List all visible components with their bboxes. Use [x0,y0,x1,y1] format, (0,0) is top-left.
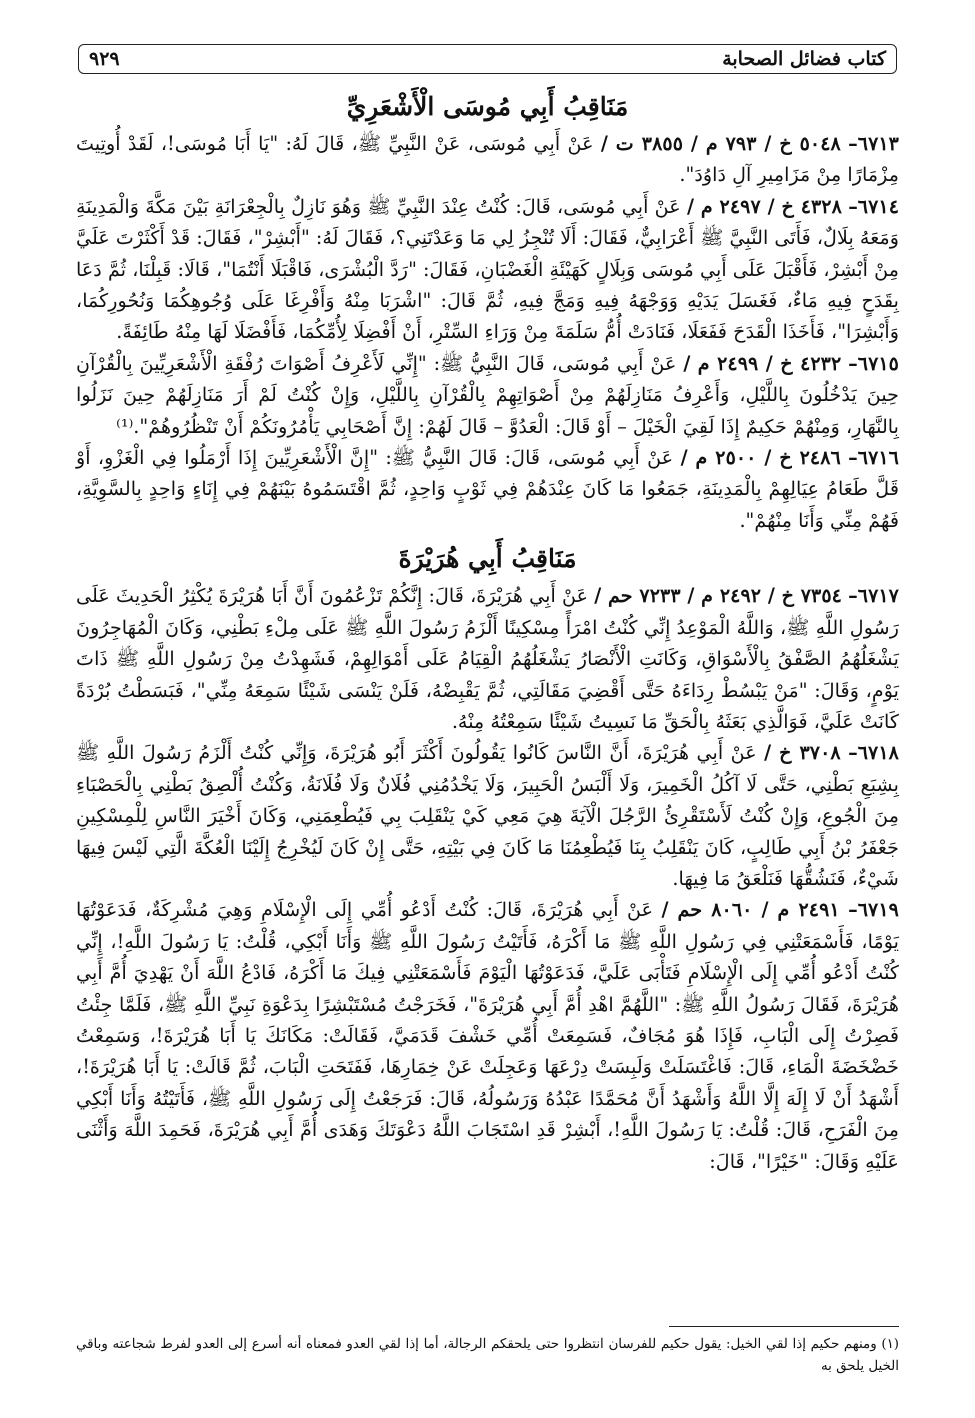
hadith-number: ٦٧١٩– [848,898,899,922]
book-title: كتاب فضائل الصحابة [722,48,886,70]
hadith-references: ٤٣٢٨ خ / ٢٤٩٧ م / [686,194,842,218]
hadith-entry [76,442,899,536]
hadith-entry [76,894,899,1177]
section-title: مَنَاقِبُ أَبِي مُوسَى الْأَشْعَرِيِّ [346,92,629,121]
hadith-text: عَنْ أَبِي مُوسَى، قَالَ: قَالَ النَّبِيُّ ﷺ: "إِنَّ الْأَشْعَرِيِّينَ إِذَا أَرْمَلُوا فِي الْغَزْوِ، أَوْ قَلَّ طَعَامُ عِيَالِهِمْ بِالْمَدِينَةِ، جَمَعُوا مَا كَانَ عِنْدَهُمْ فِي ثَوْبٍ وَاحِدٍ، ثُمَّ اقْتَسَمُوهُ بَيْنَهُمْ فِي إِنَاءٍ وَاحِدٍ بِالسَّوِيَّةِ، فَهُمْ مِنِّي وَأَنَا مِنْهُمْ". [76,446,899,532]
hadith-text: عَنْ أَبِي هُرَيْرَةَ، أَنَّ النَّاسَ كَانُوا يَقُولُونَ أَكْثَرَ أَبُو هُرَيْرَةَ، وَإِنِّي كُنْتُ أَلْزَمُ رَسُولَ اللَّهِ ﷺ بِشِبَعِ بَطْنِي، حَتَّى لَا آكُلُ الْخَمِيرَ، وَلَا أَلْبَسُ الْحَبِيرَ، وَلَا يَخْدُمُنِي فُلَانٌ وَلَا فُلَانَةُ، وَكُنْتُ أُلْصِقُ بَطْنِي بِالْحَصْبَاءِ مِنَ الْجُوعِ، وَإِنْ كُنْتُ لَأَسْتَقْرِئُ الرَّجُلَ الْآيَةَ هِيَ مَعِي كَيْ يَنْقَلِبَ بِي فَيُطْعِمَنِي، وَكَانَ أَخْيَرَ النَّاسِ لِلْمِسْكِينِ جَعْفَرُ بْنُ أَبِي طَالِبٍ، كَانَ يَنْقَلِبُ بِنَا فَيُطْعِمُنَا مَا كَانَ فِي بَيْتِهِ، حَتَّى إِنْ كَانَ لَيُخْرِجُ إِلَيْنَا الْعُكَّةَ الَّتِي لَيْسَ فِيهَا شَيْءٌ، فَنَشُقُّهَا فَنَلْعَقُ مَا فِيهَا. [76,741,899,890]
hadith-references: ٧٣٥٤ خ / ٢٤٩٢ م / ٧٢٣٣ حم / [594,584,842,608]
hadith-entry [76,348,899,442]
page-body [76,84,899,1177]
hadith-references: ٢٤٩١ م / ٨٠٦٠ حم / [661,898,840,922]
hadith-number: ٦٧١٥– [848,351,899,375]
hadith-text: عَنْ أَبِي مُوسَى، قَالَ النَّبِيُّ ﷺ: "إِنِّي لَأَعْرِفُ أَصْوَاتَ رُفْقَةِ الْأَشْعَرِيِّينَ بِالْقُرْآنِ حِينَ يَدْخُلُونَ بِاللَّيْلِ، وَأَعْرِفُ مَنَازِلَهُمْ مِنْ أَصْوَاتِهِمْ بِالْقُرْآنِ بِاللَّيْلِ، وَإِنْ كُنْتُ لَمْ أَرَ مَنَازِلَهُمْ حِينَ نَزَلُوا بِالنَّهَارِ، وَمِنْهُمْ حَكِيمٌ إِذَا لَقِيَ الْخَيْلَ – أَوْ قَالَ: الْعَدُوَّ – قَالَ لَهُمْ: إِنَّ أَصْحَابِي يَأْمُرُونَكُمْ أَنْ تَنْظُرُوهُمْ".⁽¹⁾ [76,351,899,438]
hadith-references: ٣٧٠٨ خ / [764,741,841,765]
section-title: مَنَاقِبُ أَبِي هُرَيْرَةَ [398,544,577,574]
hadith-number: ٦٧١٣– [848,132,899,155]
hadith-references: ٤٢٣٢ خ / ٢٤٩٩ م / [683,351,842,375]
page-header [78,44,897,74]
hadith-number: ٦٧١٦– [848,446,899,470]
hadith-text: عَنْ أَبِي مُوسَى، عَنْ النَّبِيِّ ﷺ، قَالَ لَهُ: "يَا أَبَا مُوسَى!، لَقَدْ أُوتِيتَ مِزْمَارًا مِنْ مَزَامِيرِ آلِ دَاوُدَ". [76,132,899,187]
footnote-divider [669,1326,899,1327]
hadith-number: ٦٧١٨– [848,741,899,765]
hadith-entry [76,737,899,894]
hadith-entry [76,580,899,737]
hadith-references: ٥٠٤٨ خ / ٧٩٣ م / ٣٨٥٥ ت / [600,132,841,155]
hadith-number: ٦٧١٧– [848,584,899,608]
hadith-references: ٢٤٨٦ خ / ٢٥٠٠ م / [680,446,841,470]
hadith-text: عَنْ أَبِي هُرَيْرَةَ، قَالَ: إِنَّكُمْ تَزْعُمُونَ أَنَّ أَبَا هُرَيْرَةَ يُكْثِرُ الْحَدِيثَ عَلَى رَسُولِ اللَّهِ ﷺ، وَاللَّهُ الْمَوْعِدُ إِنِّي كُنْتُ امْرَأً مِسْكِينًا أَلْزَمُ رَسُولَ اللَّهِ ﷺ عَلَى مِلْءِ بَطْنِي، وَكَانَ الْمُهَاجِرُونَ يَشْغَلُهُمُ الصَّفْقُ بِالْأَسْوَاقِ، وَكَانَتِ الْأَنْصَارُ يَشْغَلُهُمُ الْقِيَامُ عَلَى أَمْوَالِهِمْ، فَشَهِدْتُ مِنْ رَسُولِ اللَّهِ ﷺ ذَاتَ يَوْمٍ، وَقَالَ: "مَنْ يَبْسُطْ رِدَاءَهُ حَتَّى أَقْضِيَ مَقَالَتِي، ثُمَّ يَقْبِضْهُ، فَلَنْ يَنْسَى شَيْئًا سَمِعَهُ مِنِّي"، فَبَسَطْتُ بُرْدَةً كَانَتْ عَلَيَّ، فَوَالَّذِي بَعَثَهُ بِالْحَقِّ مَا نَسِيتُ شَيْئًا سَمِعْتُهُ مِنْهُ. [76,584,899,733]
footnote: (١) ومنهم حكيم إذا لقي الخيل: يقول حكيم للفرسان انتظروا حتى يلحقكم الرجالة، أما إذا لقي العدو فمعناه أنه أسرع إلى العدو لفرط شجاعته وباقي الخيل يلحق به [76,1337,899,1374]
hadith-text: عَنْ أَبِي مُوسَى، قَالَ: كُنْتُ عِنْدَ النَّبِيِّ ﷺ وَهُوَ نَازِلٌ بِالْجِعْرَانَةِ بَيْنَ مَكَّةَ وَالْمَدِينَةِ وَمَعَهُ بِلَالٌ، فَأَتَى النَّبِيَّ ﷺ أَعْرَابِيٌّ، فَقَالَ: أَلَا تُنْجِزُ لِي مَا وَعَدْتَنِي؟، فَقَالَ لَهُ: "أَبْشِرْ"، فَقَالَ: قَدْ أَكْثَرْتَ عَلَيَّ مِنْ أَبْشِرْ، فَأَقْبَلَ عَلَى أَبِي مُوسَى وَبِلَالٍ كَهَيْئَةِ الْغَضْبَانِ، فَقَالَ: "رَدَّ الْبُشْرَى، فَاقْبَلَا أَنْتُمَا"، قَالَا: قَبِلْنَا، ثُمَّ دَعَا بِقَدَحٍ فِيهِ مَاءٌ، فَغَسَلَ يَدَيْهِ وَوَجْهَهُ فِيهِ وَمَجَّ فِيهِ، ثُمَّ قَالَ: "اشْرَبَا مِنْهُ وَأَفْرِغَا عَلَى وُجُوهِكُمَا وَنُحُورِكُمَا، وَأَبْشِرَا"، فَأَخَذَا الْقَدَحَ فَفَعَلَا، فَنَادَتْ أُمُّ سَلَمَةَ مِنْ وَرَاءِ السِّتْرِ، أَنْ أَفْضِلَا لِأُمِّكُمَا، فَأَفْضَلَا لَهَا مِنْهُ طَائِفَةً. [76,194,899,344]
page-number: ٩٢٩ [89,48,120,70]
hadith-number: ٦٧١٤– [848,194,900,218]
hadith-entry [76,128,899,191]
hadith-text: عَنْ أَبِي هُرَيْرَةَ، قَالَ: كُنْتُ أَدْعُو أُمِّي إِلَى الْإِسْلَامِ وَهِيَ مُشْرِكَةٌ، فَدَعَوْتُهَا يَوْمًا، فَأَسْمَعَتْنِي فِي رَسُولِ اللَّهِ ﷺ مَا أَكْرَهُ، فَأَتَيْتُ رَسُولَ اللَّهِ ﷺ وَأَنَا أَبْكِي، قُلْتُ: يَا رَسُولَ اللَّهِ!، إِنِّي كُنْتُ أَدْعُو أُمِّي إِلَى الْإِسْلَامِ فَتَأْبَى عَلَيَّ، فَدَعَوْتُهَا الْيَوْمَ فَأَسْمَعَتْنِي فِيكَ مَا أَكْرَهُ، فَادْعُ اللَّهَ أَنْ يَهْدِيَ أُمَّ أَبِي هُرَيْرَةَ، فَقَالَ رَسُولُ اللَّهِ ﷺ: "اللَّهُمَّ اهْدِ أُمَّ أَبِي هُرَيْرَةَ"، فَخَرَجْتُ مُسْتَبْشِرًا بِدَعْوَةِ نَبِيِّ اللَّهِ ﷺ، فَلَمَّا جِئْتُ فَصِرْتُ إِلَى الْبَابِ، فَإِذَا هُوَ مُجَافٌ، فَسَمِعَتْ أُمِّي خَشْفَ قَدَمَيَّ، فَقَالَتْ: مَكَانَكَ يَا أَبَا هُرَيْرَةَ!، وَسَمِعْتُ خَضْخَضَةَ الْمَاءِ، قَالَ: فَاغْتَسَلَتْ وَلَبِسَتْ دِرْعَهَا وَعَجِلَتْ عَنْ خِمَارِهَا، فَفَتَحَتِ الْبَابَ، ثُمَّ قَالَتْ: يَا أَبَا هُرَيْرَةَ!، أَشْهَدُ أَنْ لَا إِلَهَ إِلَّا اللَّهُ وَأَشْهَدُ أَنَّ مُحَمَّدًا عَبْدُهُ وَرَسُولُهُ، قَالَ: فَرَجَعْتُ إِلَى رَسُولِ اللَّهِ ﷺ، فَأَتَيْتُهُ وَأَنَا أَبْكِي مِنَ الْفَرَحِ، قَالَ: قُلْتُ: يَا رَسُولَ اللَّهِ!، أَبْشِرْ قَدِ اسْتَجَابَ اللَّهُ دَعْوَتَكَ وَهَدَى أُمَّ أَبِي هُرَيْرَةَ، فَحَمِدَ اللَّهَ وَأَثْنَى عَلَيْهِ وَقَالَ: "خَيْرًا"، قَالَ: [76,898,899,1173]
hadith-entry [76,191,899,348]
